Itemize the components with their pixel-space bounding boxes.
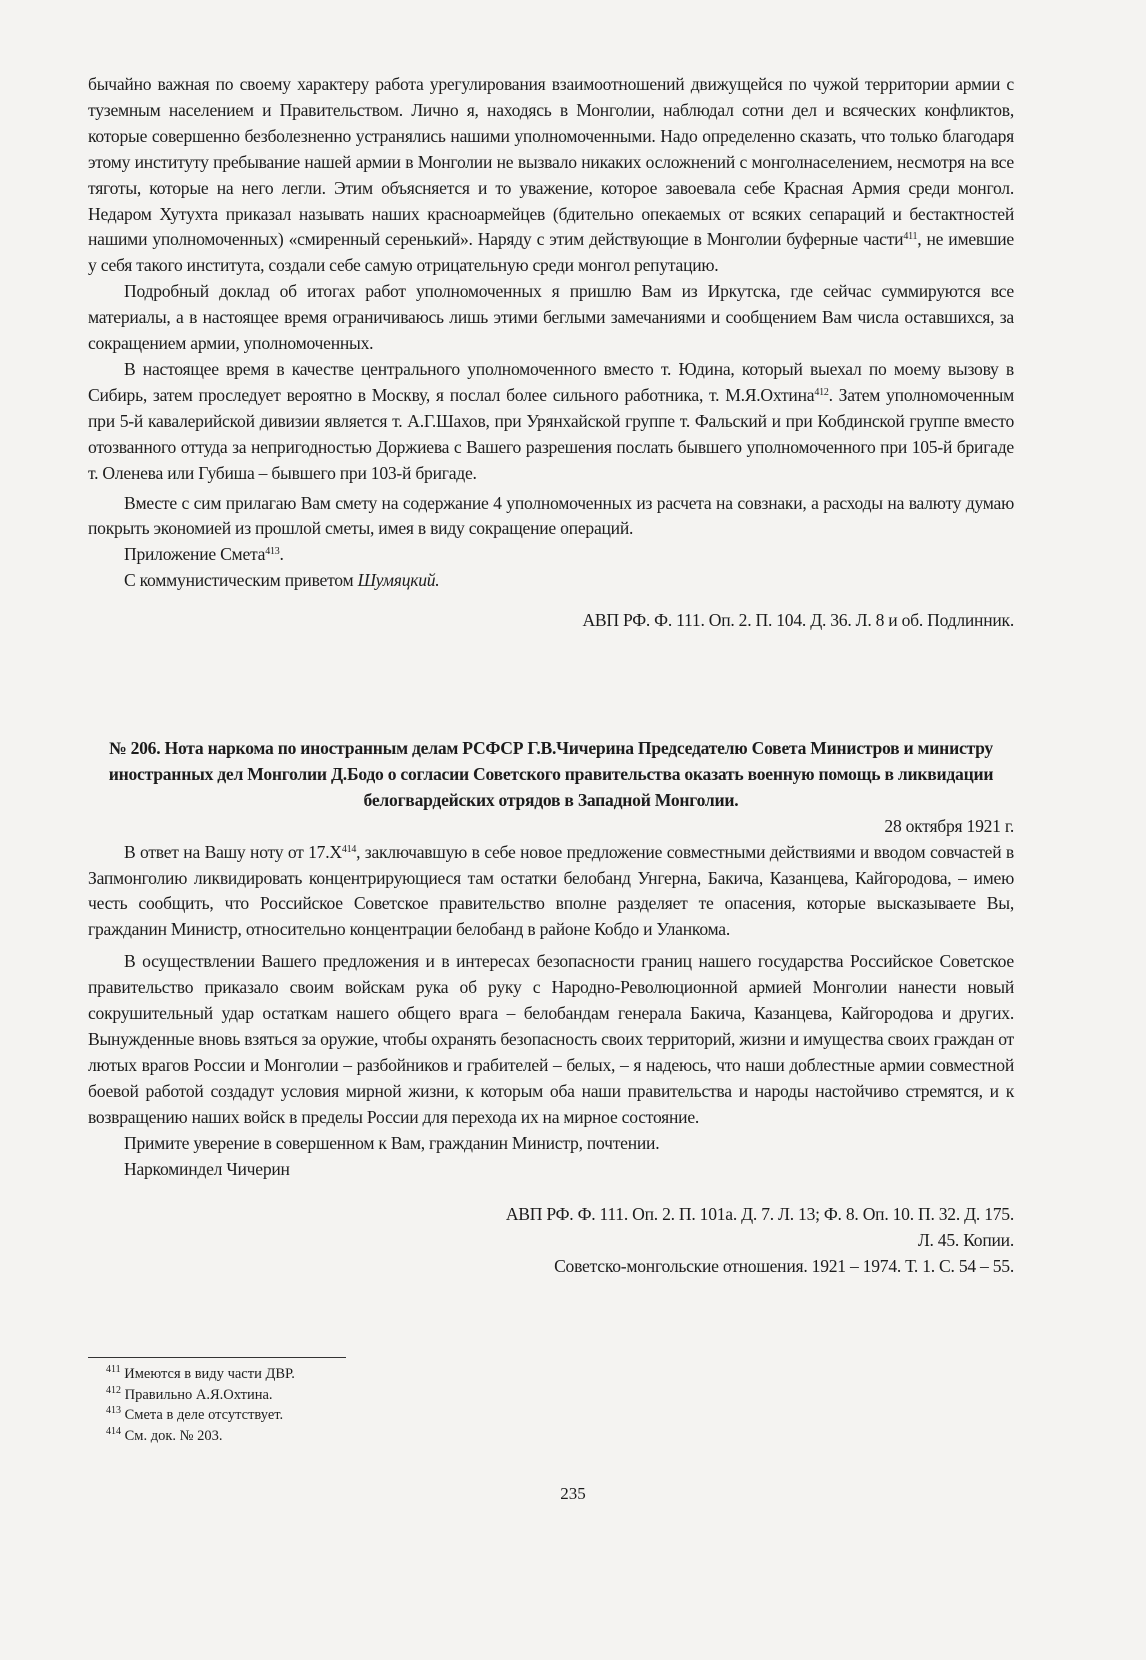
document-205-continuation bbox=[88, 72, 1014, 634]
footnote bbox=[106, 1364, 295, 1385]
document-date: 28 октября 1921 г. bbox=[884, 815, 1014, 836]
attachment-line: Приложение Смета$^{413}$. bbox=[124, 544, 284, 565]
footnote-number: 411 bbox=[106, 1364, 121, 1375]
text: С коммунистическим приветом bbox=[124, 570, 358, 591]
archive-source: АВП РФ. Ф. 111. Оп. 2. П. 104. Д. 36. Л. 8 и об. Подлинник. bbox=[582, 610, 1014, 631]
footnote-text: См. док. № 203. bbox=[124, 1427, 223, 1444]
paragraph bbox=[88, 357, 1014, 487]
footnote-text: Правильно А.Я.Охтина. bbox=[124, 1386, 273, 1403]
publication-source: Советско-монгольские отношения. 1921 – 1974. Т. 1. С. 54 – 55. bbox=[554, 1256, 1014, 1277]
closing-line bbox=[88, 568, 1014, 594]
footnote-number: 414 bbox=[106, 1425, 121, 1437]
signature: Наркоминдел Чичерин bbox=[124, 1158, 290, 1179]
archive-source: АВП РФ. Ф. 111. Оп. 2. П. 101а. Д. 7. Л. 13; Ф. 8. Оп. 10. П. 32. Д. 175. bbox=[505, 1204, 1014, 1225]
footnote-text: Смета в деле отсутствует. bbox=[124, 1407, 284, 1423]
paragraph: Вместе с сим прилагаю Вам смету на содержание 4 уполномоченных из расчета на совзнаки, а расходы на валюту думаю покрыть экономией из прошлой сметы, имея в виду сокращение операций. bbox=[88, 492, 1014, 539]
paragraph bbox=[88, 72, 1014, 279]
page-number: 235 bbox=[560, 1484, 586, 1503]
paragraph: Подробный доклад об итогах работ уполномоченных я пришлю Вам из Иркутска, где сейчас суммируются все материалы, а в настоящее время ограничиваюсь лишь этими беглыми замечаниями и сообщением Вам числа оставшихся, за сокращением армии, уполномоченных. bbox=[88, 281, 1014, 354]
document-206 bbox=[88, 736, 1014, 1280]
archive-source: Л. 45. Копии. bbox=[917, 1230, 1014, 1251]
text: В настоящее время в качестве центрального уполномоченного вместо т. Юдина, который выехал по моему вызову в Сибирь, затем проследует вероятно в Москву, я послал более сильного работника, т. М.Я.Охтина bbox=[88, 358, 1014, 405]
footnote bbox=[106, 1426, 295, 1447]
footnote-number: 413 bbox=[106, 1405, 121, 1416]
paragraph: Примите уверение в совершенном к Вам, гражданин Министр, почтении. bbox=[124, 1132, 660, 1153]
footnote-ref[interactable]: 413 bbox=[265, 546, 280, 558]
footnote bbox=[106, 1405, 295, 1426]
paragraph: В осуществлении Вашего предложения и в интересах безопасности границ нашего государства Российское Советское правительство приказало своим войскам рука об руку с Народно-Революционной армией Монголии нанести новый сокрушительный удар остаткам нашего общего врага – белобандам генерала Бакича, Казанцева, Кайгородова и других. Вынужденные вновь взяться за оружие, чтобы охранять безопасность своих территорий, жизни и имущества своих граждан от лютых врагов России и Монголии – разбойников и грабителей – белых, – я надеюсь, что наши доблестные армии совместной боевой работой создадут условия мирной жизни, к которым оба наши правительства и народы настойчиво стремятся, и к возвращению наших войск в пределы России для перехода их на мирное состояние. bbox=[88, 951, 1014, 1127]
document-title: № 206. Нота наркома по иностранным делам РСФСР Г.В.Чичерина Председателю Совета Министров и министру иностранных дел Монголии Д.Бодо о согласии Советского правительства оказать военную помощь в ликвидации белогвардейских отрядов в Западной Монголии. bbox=[108, 738, 994, 810]
text: Приложение Смета bbox=[124, 544, 266, 565]
footnotes bbox=[106, 1364, 295, 1446]
text: , не имевшие у себя такого института, создали себе самую отрицательную среди монгол репутацию. bbox=[88, 229, 1014, 276]
text: В ответ на Вашу ноту от 17.X bbox=[124, 841, 342, 862]
footnote-ref[interactable]: 411 bbox=[903, 231, 918, 243]
text: бычайно важная по своему характеру работа урегулирования взаимоотношений движущейся по чужой территории армии с туземным населением и Правительством. Лично я, находясь в Монголии, наблюдал сотни дел и всяческих конфликтов, которые совершенно безболезненно устранялись нашими уполномоченными. Надо определенно сказать, что только благодаря этому институту пребывание нашей армии в Монголии не вызвало никаких осложнений с монголнаселением, несмотря на все тяготы, которые на него легли. Этим объясняется и то уважение, которое завоевала себе Красная Армия среди монгол. Недаром Хутухта приказал называть наших красноармейцев (бдительно опекаемых от всяких сепараций и бестактностей нашими уполномоченных) «смиренный серенький». Наряду с этим действующие в Монголии буферные части bbox=[88, 74, 1014, 250]
paragraph bbox=[88, 840, 1014, 944]
signature: Шумяцкий. bbox=[357, 570, 440, 591]
text: , заключавшую в себе новое предложение совместными действиями и вводом совчастей в Запмонголию ликвидировать концентрирующиеся там остатки белобанд Унгерна, Бакича, Казанцева, Кайгородова, – имею честь сообщить, что Российское Советское правительство вполне разделяет те опасения, которые высказываете Вы, гражданин Министр, относительно концентрации белобанд в районе Кобдо и Уланкома. bbox=[88, 841, 1014, 940]
footnote-text: Имеются в виду части ДВР. bbox=[124, 1366, 295, 1382]
footnote-divider bbox=[88, 1357, 346, 1358]
footnote bbox=[106, 1385, 295, 1406]
text: . Затем уполномоченным при 5-й кавалерийской дивизии является т. А.Г.Шахов, при Урянхайской группе т. Фальский и при Кобдинской группе вместо отозванного оттуда за непригодностью Доржиева с Вашего разрешения послать бывшего уполномоченного при 105-й бригаде т. Оленева или Губиша – бывшего при 103-й бригаде. bbox=[88, 384, 1014, 483]
footnote-ref[interactable]: 412 bbox=[814, 386, 829, 398]
footnote-ref[interactable]: 414 bbox=[341, 843, 357, 855]
footnote-number: 412 bbox=[106, 1384, 121, 1396]
